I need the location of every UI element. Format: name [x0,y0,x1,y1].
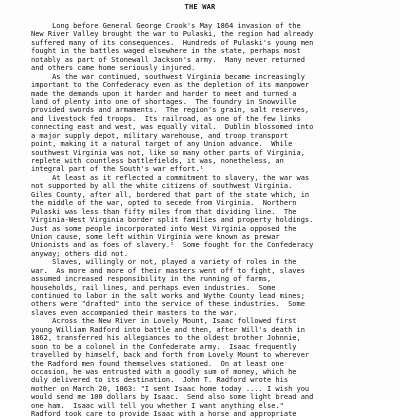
text-line: Long before General George Crook's May 1864 invasion of the [31,22,301,30]
text-line: young William Radford into battle and then, after Will's death in [31,325,305,334]
text-line: mother on March 20, 1863: "I sent Isaac home today .... I wish you [31,384,310,393]
text-line: and others came home seriously injured. [31,64,196,73]
text-line: the middle of the war, opted to secede from Virginia. Northern [31,199,297,208]
text-line: suffered many of its consequences. Hundreds of Pulaski's young men [31,38,314,47]
text-line: Radford took care to provide Isaac with a horse and appropriate [31,410,297,419]
text-line: would send me 100 dollars by Isaac. Send also some light bread and [31,393,314,402]
text-line: 1862, transferred his allegiances to the oldest brother Johnnie, [31,334,301,343]
text-line: Virginia-West Virginia border split families and property holdings. [31,216,314,225]
document-body [31,22,371,419]
text-line: not supported by all the white citizens of southwest Virginia. [31,182,293,191]
text-line: point, making it a natural target of any Union advance. While [31,140,293,149]
text-line: one ham. Isaac will tell you whether I want anything else." [31,401,284,410]
text-line: Slaves, willingly or not, played a variety of roles in the [31,258,297,267]
page-title: THE WAR [184,3,216,11]
text-line: As the war continued, southwest Virginia became increasingly [31,72,305,81]
text-line: travelled by himself, back and forth from Lovely Mount to wherever [31,351,310,360]
text-line: replete with countless battlefields, it was, nonetheless, an [31,157,284,165]
text-line: continued to labor in the salt works and Wythe County lead mines; [31,292,305,300]
text-line: notably as part of Stonewall Jackson's army. Many never returned [31,55,305,64]
text-line: households, rail lines, and perhaps even industries. Some [31,283,276,292]
text-line: provided swords and armaments. The region's grain, salt reserves, [31,106,310,115]
text-line: a major supply depot, military warehouse, and troop transport [31,131,289,140]
text-line: anyway; others did not. [31,249,128,258]
text-line: occasion, he was entrusted with a goodly sum of money, which he [31,367,297,376]
text-line: Across the New River in Lovely Mount, Isaac followed first [31,317,297,326]
text-line: important to the Confederacy even as the depletion of its manpower [31,81,310,90]
text-line: land of plenty into one of shortages. The foundry in Snowville [31,97,297,106]
text-line: assumed increased responsibility in the running of farms, [31,275,272,284]
text-line: southwest Virginia was not, like so many other parts of Virginia, [31,148,305,157]
text-line: connecting east and west, was equally vital. Dublin blossomed into [31,123,314,132]
text-line: Union cause, some left within Virginia were known as prewar [31,232,280,241]
text-line: made the demands upon it harder and harder to meet and turned a [31,89,297,98]
text-line: soon to be a colonel in the Confederate army. Isaac frequently [31,342,297,351]
text-line: Giles County, after all, bordered that part of the state which, in [31,190,310,199]
text-line: integral part of the South's war effort.¹ [31,165,204,174]
text-line: At least as it reflected a commitment to slavery, the war was [31,173,310,182]
text-line: fought in the battles waged elsewhere in the state, perhaps most [31,47,301,56]
text-line: war. As more and more of their masters went off to fight, slaves [31,266,305,275]
text-line: New River Valley brought the war to Pulaski, the region had already [31,30,314,39]
text-line: slaves even accompanied their masters to the war. [31,308,238,317]
text-line: the Radford men found themselves stationed. On at least one [31,359,284,368]
text-line: Just as some people incorporated into West Virginia opposed the [31,224,297,233]
text-line: and livestock fed troops. Its railroad, as one of the few links [31,114,301,123]
text-line: duly delivered to its destination. John T. Radford wrote his [31,376,289,385]
text-line: others were "drafted" into the service of these industries. Some [31,300,305,309]
text-line: Pulaski was less than fifty miles from that dividing line. The [31,207,297,216]
text-line: Unionists and as foes of slavery.² Some fought for the Confederacy [31,241,314,250]
